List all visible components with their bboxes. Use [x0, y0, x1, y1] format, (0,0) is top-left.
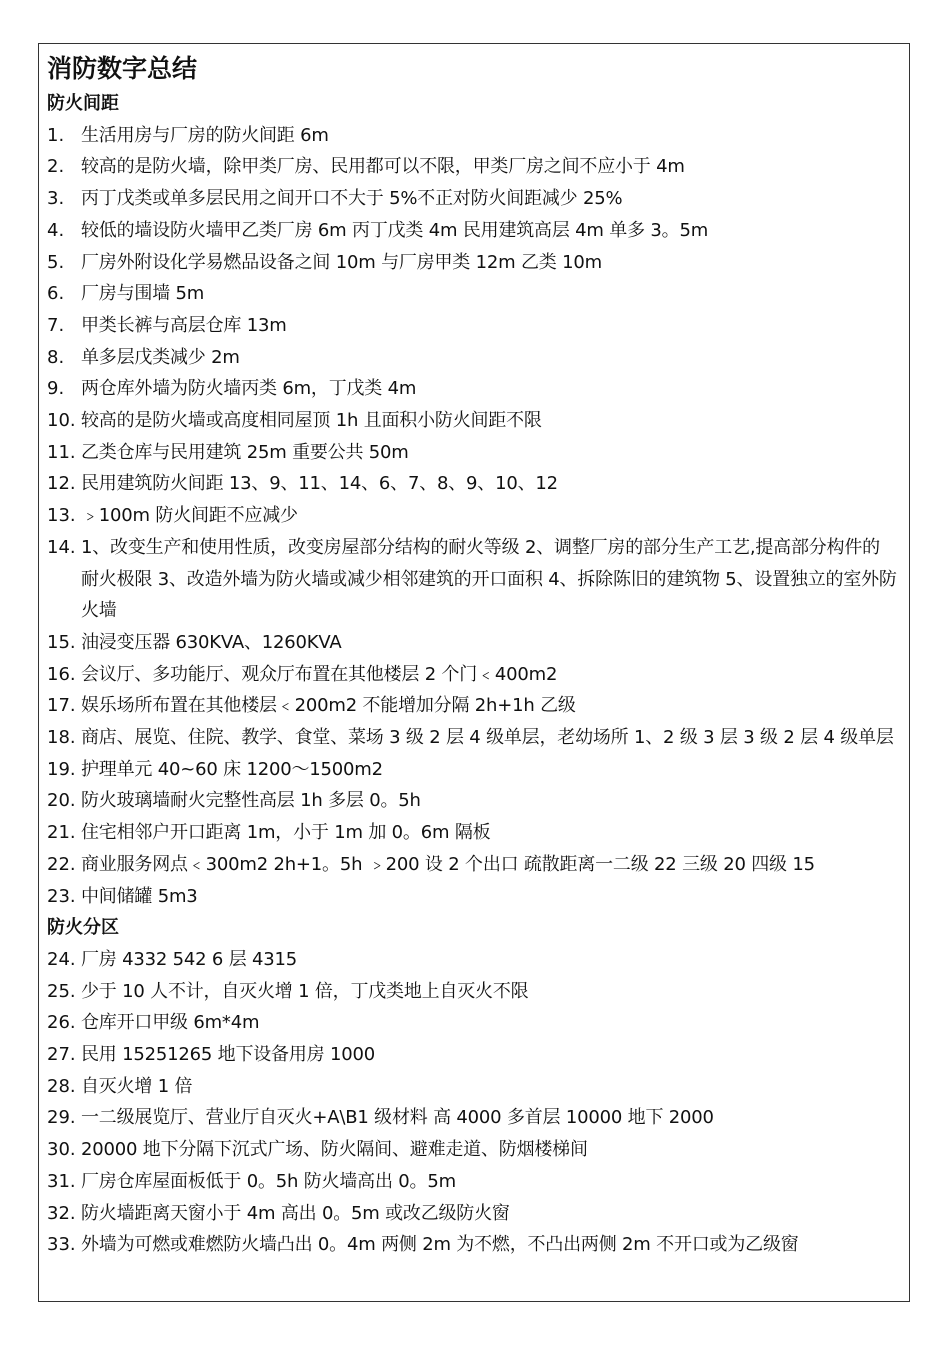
list-item-number: 27. [47, 1044, 76, 1066]
list-item-text: 丙丁戊类或单多层民用之间开口不大于 5%不正对防火间距减少 25% [81, 188, 623, 210]
list-item-text: 商店、展览、住院、教学、食堂、菜场 3 级 2 层 4 级单层，老幼场所 1、2 级 3 层 3 级 2 层 4 级单层 [81, 727, 894, 749]
list-item-number: 8. [47, 346, 65, 368]
list-item-text: 娱乐场所布置在其他楼层﹤200m2 不能增加分隔 2h+1h 乙级 [81, 695, 576, 717]
list-item-text: 1、改变生产和使用性质，改变房屋部分结构的耐火等级 2、调整厂房的部分生产工艺,提高部分构件的耐火极限 3、改造外墙为防火墙或减少相邻建筑的开口面积 4、拆除陈旧的建筑物 5、设置独立的室外防火墙 [81, 536, 897, 622]
list-item [47, 278, 901, 310]
list-item-text: 厂房外附设化学易燃品设备之间 10m 与厂房甲类 12m 乙类 10m [81, 251, 602, 273]
list-item-number: 33. [47, 1234, 76, 1256]
list-item-number: 13. [47, 505, 76, 527]
list-item [47, 722, 901, 754]
list-item-text: 生活用房与厂房的防火间距 6m [81, 124, 329, 146]
list-item-text: ﹥100m 防火间距不应减少 [81, 505, 298, 527]
list-item [47, 627, 901, 659]
list-item-number: 29. [47, 1107, 76, 1129]
list-item [47, 310, 901, 342]
list-item-text: 较低的墙设防火墙甲乙类厂房 6m 丙丁戊类 4m 民用建筑高层 4m 单多 3。5m [81, 219, 709, 241]
list-item-text: 防火墙距离天窗小于 4m 高出 0。5m 或改乙级防火窗 [81, 1202, 510, 1224]
list-item-number: 21. [47, 822, 76, 844]
list-item-number: 7. [47, 314, 65, 336]
list-item-number: 18. [47, 727, 76, 749]
document-frame [38, 43, 910, 1302]
list-item [47, 1134, 901, 1166]
list-item-text: 一二级展览厅、营业厅自灭火+A\B1 级材料 高 4000 多首层 10000 地下 2000 [81, 1107, 714, 1129]
list-item-text: 会议厅、多功能厅、观众厅布置在其他楼层 2 个门﹤400m2 [81, 663, 558, 685]
section-heading: 防火间距 [47, 92, 119, 114]
list-item [47, 1198, 901, 1230]
list-item-text: 较高的是防火墙或高度相同屋顶 1h 且面积小防火间距不限 [81, 410, 542, 432]
list-item-number: 20. [47, 790, 76, 812]
list-item [47, 468, 901, 500]
list-item-text: 较高的是防火墙，除甲类厂房、民用都可以不限，甲类厂房之间不应小于 4m [81, 156, 685, 178]
list-item-text: 外墙为可燃或难燃防火墙凸出 0。4m 两侧 2m 为不燃，不凸出两侧 2m 不开口或为乙级窗 [81, 1234, 799, 1256]
list-item-number: 31. [47, 1170, 76, 1192]
list-item-number: 26. [47, 1012, 76, 1034]
list-item-number: 9. [47, 378, 65, 400]
list-item-text: 民用建筑防火间距 13、9、11、14、6、7、8、9、10、12 [81, 473, 558, 495]
list-item-text: 两仓库外墙为防火墙丙类 6m，丁戊类 4m [81, 378, 417, 400]
list-item-number: 14. [47, 536, 76, 558]
list-item [47, 1071, 901, 1103]
list-item-text: 商业服务网点﹤300m2 2h+1。5h ﹥200 设 2 个出口 疏散距离一二级 22 三级 20 四级 15 [81, 853, 815, 875]
list-item-text: 自灭火增 1 倍 [81, 1075, 193, 1097]
list-item-number: 30. [47, 1139, 76, 1161]
list-item-number: 6. [47, 283, 65, 305]
list-item [47, 215, 901, 247]
list-item [47, 120, 901, 152]
document-title: 消防数字总结 [47, 54, 198, 83]
list-item [47, 690, 901, 722]
list-item [47, 342, 901, 374]
list-item-number: 1. [47, 124, 65, 146]
list-item [47, 849, 901, 881]
list-item [47, 437, 901, 469]
list-item-number: 32. [47, 1202, 76, 1224]
list-item [47, 1229, 901, 1261]
list-item-text: 中间储罐 5m3 [81, 885, 198, 907]
list-item [47, 373, 901, 405]
list-item-number: 12. [47, 473, 76, 495]
list-item [47, 151, 901, 183]
list-item-text: 甲类长裤与高层仓库 13m [81, 314, 287, 336]
list-item [47, 1166, 901, 1198]
list-item-number: 11. [47, 441, 76, 463]
list-item-number: 16. [47, 663, 76, 685]
list-item-number: 19. [47, 758, 76, 780]
list-item [47, 817, 901, 849]
list-item [47, 659, 901, 691]
list-item-text: 油浸变压器 630KVA、1260KVA [81, 631, 342, 653]
list-item-text: 防火玻璃墙耐火完整性高层 1h 多层 0。5h [81, 790, 421, 812]
list-item [47, 1102, 901, 1134]
list-item [47, 532, 901, 627]
list-item-number: 4. [47, 219, 65, 241]
list-item-text: 厂房仓库屋面板低于 0。5h 防火墙高出 0。5m [81, 1170, 456, 1192]
list-item-number: 5. [47, 251, 65, 273]
list-item-number: 15. [47, 631, 76, 653]
list-item-number: 2. [47, 156, 65, 178]
list-item-text: 住宅相邻户开口距离 1m，小于 1m 加 0。6m 隔板 [81, 822, 491, 844]
list-item-number: 24. [47, 948, 76, 970]
numbered-list [47, 120, 901, 913]
list-item-text: 厂房与围墙 5m [81, 283, 205, 305]
list-item [47, 183, 901, 215]
list-item-text: 乙类仓库与民用建筑 25m 重要公共 50m [81, 441, 409, 463]
list-item-text: 民用 15251265 地下设备用房 1000 [81, 1044, 375, 1066]
list-item-text: 护理单元 40~60 床 1200～1500m2 [81, 758, 383, 780]
list-item-number: 25. [47, 980, 76, 1002]
section-heading: 防火分区 [47, 917, 119, 939]
list-item-number: 3. [47, 188, 65, 210]
list-item [47, 500, 901, 532]
list-item-text: 20000 地下分隔下沉式广场、防火隔间、避难走道、防烟楼梯间 [81, 1139, 588, 1161]
list-item-text: 厂房 4332 542 6 层 4315 [81, 948, 298, 970]
list-item-number: 17. [47, 695, 76, 717]
list-item [47, 881, 901, 913]
list-item [47, 976, 901, 1008]
list-item [47, 1039, 901, 1071]
sections-container [47, 88, 901, 1261]
list-item [47, 785, 901, 817]
list-item-number: 10. [47, 410, 76, 432]
list-item-text: 单多层戊类减少 2m [81, 346, 240, 368]
list-item-text: 少于 10 人不计，自灭火增 1 倍，丁戊类地上自灭火不限 [81, 980, 529, 1002]
list-item-number: 22. [47, 853, 76, 875]
list-item-number: 23. [47, 885, 76, 907]
list-item-number: 28. [47, 1075, 76, 1097]
list-item [47, 405, 901, 437]
list-item-text: 仓库开口甲级 6m*4m [81, 1012, 260, 1034]
numbered-list [47, 944, 901, 1261]
list-item [47, 944, 901, 976]
list-item [47, 247, 901, 279]
list-item [47, 754, 901, 786]
list-item [47, 1007, 901, 1039]
